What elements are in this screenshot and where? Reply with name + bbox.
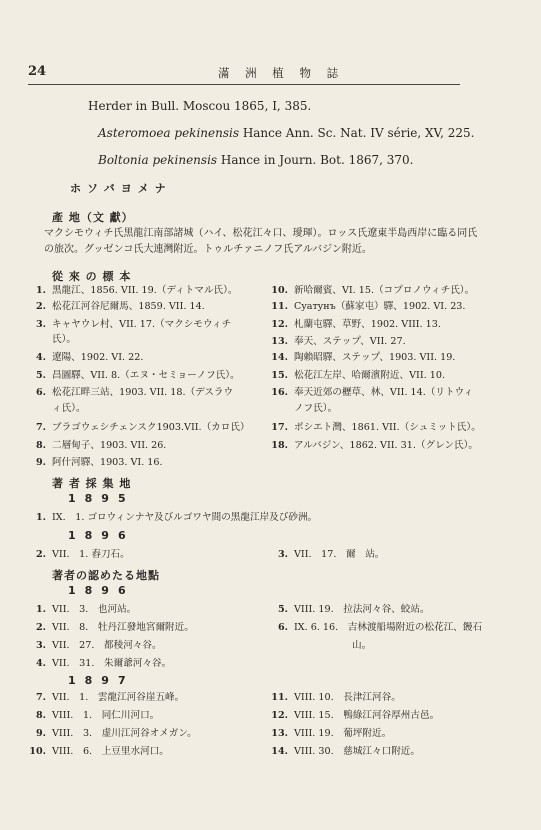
citation: Hance in Journ. Bot. 1867, 370.: [217, 153, 414, 167]
list-item: 12. VIII. 15. 鴨綠江河谷厚州古邑。: [271, 710, 440, 721]
list-item: 1. VII. 3. 也河站。: [35, 604, 137, 615]
section-title-previous-specimens: 從 來 の 標 本: [52, 270, 132, 283]
list-item: 4. 遼陽、1902. VI. 22.: [35, 352, 144, 363]
year-heading: 1895: [68, 492, 135, 505]
list-item: 7. VII. 1. 雲龍江河谷崖五峰。: [35, 692, 185, 703]
list-item: 9. 阿什河驛、1903. VI. 16.: [35, 457, 163, 468]
list-item: 氏）。: [52, 334, 76, 345]
year-heading: 1896: [68, 584, 135, 597]
list-item: ィ氏）。: [52, 403, 86, 414]
list-item: 山。: [352, 640, 372, 651]
list-item: 10. 新哈爾賓、VI. 15.（コプロノウィチ氏）。: [271, 285, 475, 296]
list-item: 8. VIII. 1. 同仁川河口。: [35, 710, 160, 721]
list-item: 14. VIII. 30. 慈城江々口附近。: [271, 746, 420, 757]
list-item: 5. 昌圖驛、VII. 8.（エヌ・セミョーノフ氏）。: [35, 370, 240, 381]
list-item: 14. 陶賴昭驛、ステップ、1903. VII. 19.: [271, 352, 456, 363]
header-rule: [28, 84, 460, 85]
list-item: 3. キャヤウレ村、VII. 17.（マクシモウィチ: [35, 319, 232, 330]
list-item: 6. 松花江畔三站、1903. VII. 18.（デスラウ: [35, 387, 234, 398]
citation: Hance Ann. Sc. Nat. IV série, XV, 225.: [239, 126, 475, 140]
origin-line: マクシモウィチ氏黑龍江南部諸城（ハイ、松花江々口、璦琿）。ロッス氏遼東半島西岸に臨る同氏: [44, 228, 478, 239]
list-item: 11. VIII. 10. 長津江河谷。: [271, 692, 401, 703]
list-item: 4. VII. 31. 朱爾爺河々谷。: [35, 658, 172, 669]
list-item: 15. 松花江左岸、哈爾濱附近、VII. 10.: [271, 370, 445, 381]
list-item: 7. ブラゴウェシチェンスク1903.VII.（カロ氏）: [35, 422, 250, 433]
list-item: ノフ氏）。: [294, 403, 338, 414]
section-title-collection: 著 者 採 集 地: [52, 477, 132, 490]
reference-asteromoea: [98, 126, 474, 140]
list-item: 5. VIII. 19. 拉法河々谷、蛟站。: [277, 604, 430, 615]
list-item: 1. 黑龍江、1856. VII. 19.（ディトマル氏）。: [35, 285, 238, 296]
list-item: 17. ポシエト灣、1861. VII.（シュミット氏）。: [271, 422, 481, 433]
list-item: 12. 札蘭屯驛、草野、1902. VIII. 13.: [271, 319, 441, 330]
species-name: Boltonia pekinensis: [98, 153, 218, 167]
list-item: 3. VII. 27. 都稜河々谷。: [35, 640, 162, 651]
list-item: 3. VII. 17. 爾 站。: [277, 549, 385, 560]
list-item: 2. VII. 8. 牡丹江發地宮爾附近。: [35, 622, 194, 633]
list-item: 13. 奉天、ステップ、VII. 27.: [271, 336, 406, 347]
reference-boltonia: [98, 153, 414, 167]
list-item: 1. IX. 1. ゴロウィンナヤ及びルゴワヤ間の黑龍江岸及び砂洲。: [35, 512, 318, 523]
list-item: 8. 二層甸子、1903. VII. 26.: [35, 440, 167, 451]
list-item: 10. VIII. 6. 上豆里水河口。: [29, 746, 169, 757]
list-item: 2. 松花江河谷尼爾馬、1859. VII. 14.: [35, 301, 205, 312]
japanese-name: ホソバヨメナ: [70, 182, 172, 195]
list-item: 18. アルバジン、1862. VII. 31.（グレン氏）。: [271, 440, 478, 451]
section-title-observed: 著者の認めたる地點: [52, 569, 160, 582]
list-item: 16. 奉天近郊の櫪草、林、VII. 14.（リトウィ: [271, 387, 474, 398]
reference-herder: Herder in Bull. Moscou 1865, I, 385.: [88, 99, 312, 113]
running-title: 滿 洲 植 物 誌: [218, 66, 345, 80]
list-item: 6. IX. 6. 16. 吉林渡船場附近の松花江、饅石: [277, 622, 483, 633]
list-item: 9. VIII. 3. 虚川江河谷オメガン。: [35, 728, 197, 739]
section-title-origin: 產 地（文 獻）: [52, 211, 134, 224]
list-item: 11. Cyaтyнъ（蘇家屯）驛、1902. VI. 23.: [271, 301, 466, 312]
list-item: 2. VII. 1. 舂刀石。: [35, 549, 130, 560]
species-name: Asteromoea pekinensis: [98, 126, 239, 140]
year-heading: 1897: [68, 674, 135, 687]
list-item: 13. VIII. 19. 葡坪附近。: [271, 728, 392, 739]
page-number: 24: [28, 64, 47, 79]
year-heading: 1896: [68, 529, 135, 542]
origin-line: の旅次。グッゼンコ氏大連灣附近。トゥルチァニノフ氏アルバジン附近。: [44, 244, 372, 255]
page-header: [28, 64, 508, 80]
